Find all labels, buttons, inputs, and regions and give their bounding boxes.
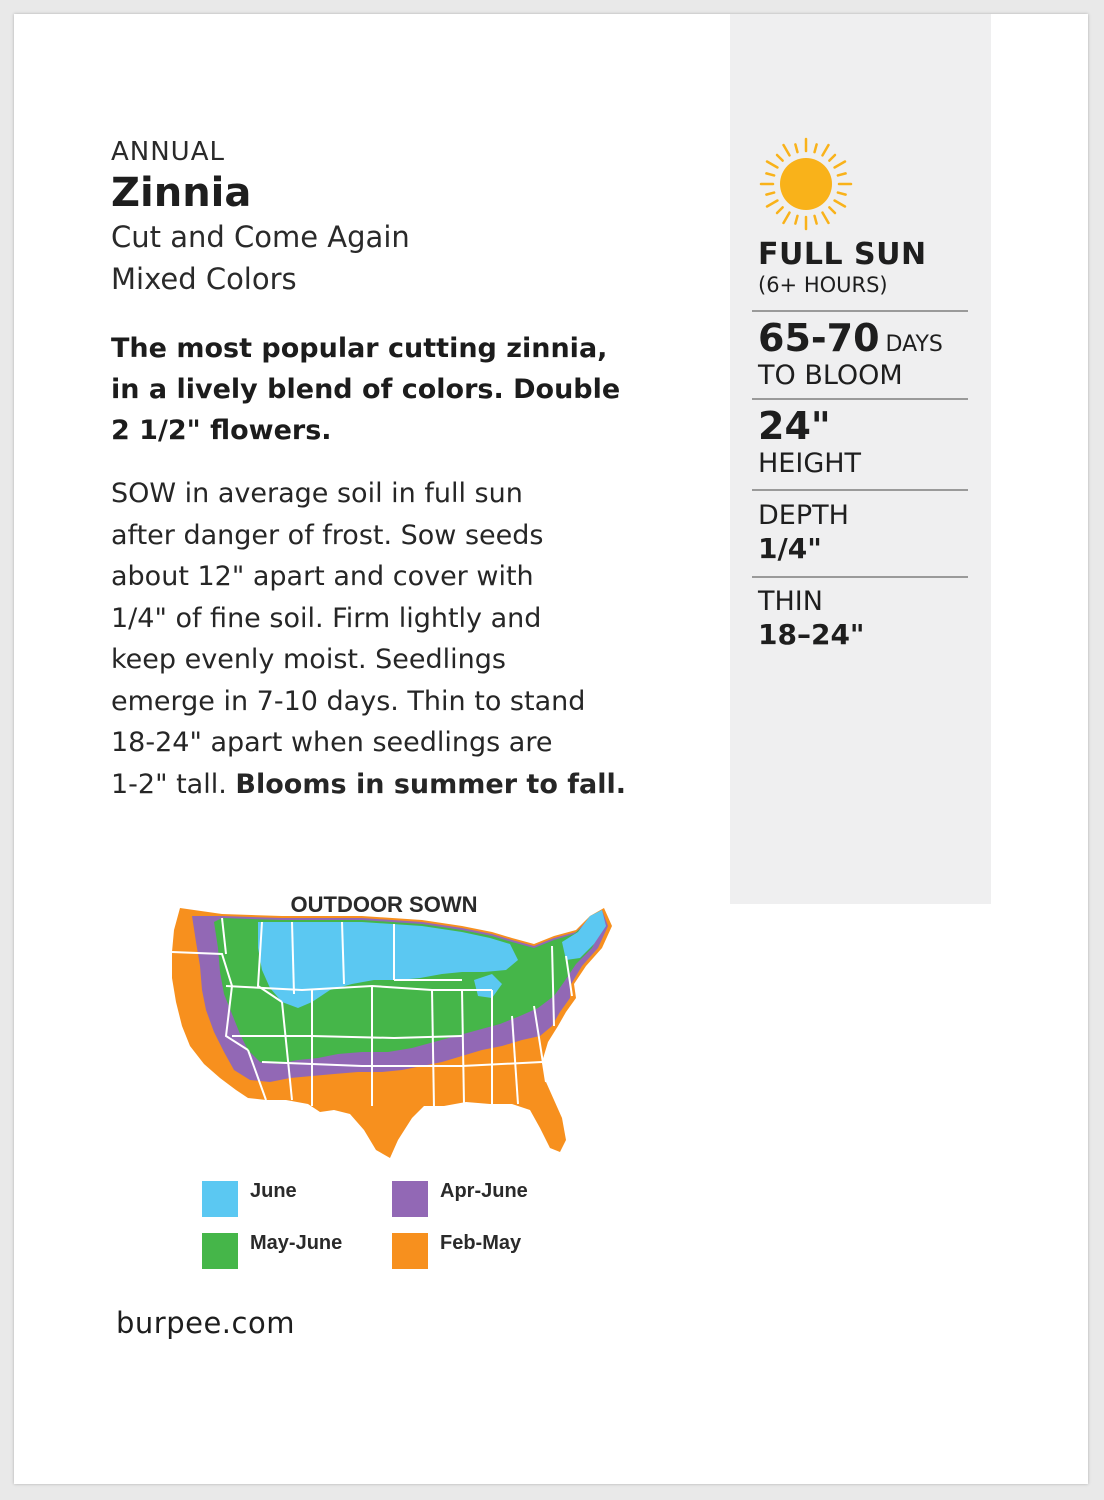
map-title: OUTDOOR SOWN — [290, 892, 478, 917]
instruction-line: SOW in average soil in full sun — [111, 478, 523, 509]
depth-label: DEPTH — [758, 500, 849, 531]
sun-ray — [777, 155, 783, 161]
instruction-line — [111, 764, 691, 806]
legend-swatch — [392, 1181, 428, 1217]
sun-ray — [823, 213, 829, 223]
product-name: Zinnia — [111, 170, 252, 216]
legend-item-apr-june — [392, 1179, 528, 1217]
sowing-zone-map — [162, 886, 622, 1186]
instruction-line: about 12" apart and cover with — [111, 561, 534, 592]
days-to-bloom — [758, 316, 968, 392]
description-line: 2 1/2" flowers. — [111, 415, 332, 446]
description-line: The most popular cutting zinnia, — [111, 333, 608, 364]
legend-label: May-June — [250, 1232, 343, 1254]
growing-specs-panel — [730, 14, 991, 904]
instruction-line: after danger of frost. Sow seeds — [111, 519, 544, 551]
divider — [752, 576, 968, 578]
description-line: in a lively blend of colors. Double — [111, 374, 621, 405]
sun-ray — [838, 173, 846, 175]
sun-ray — [815, 144, 817, 152]
sun-ray — [766, 193, 774, 195]
instruction-line: keep evenly moist. Seedlings — [111, 644, 506, 675]
sun-ray — [777, 207, 783, 213]
sun-hours: (6+ HOURS) — [758, 273, 888, 297]
instruction-line: 18-24" apart when seedlings are — [111, 727, 553, 758]
variety-name-line2: Mixed Colors — [111, 262, 297, 296]
sun-ray — [767, 162, 777, 168]
sun-ray — [795, 144, 797, 152]
sun-ray — [835, 162, 845, 168]
product-info — [111, 136, 691, 805]
map-legend — [202, 1179, 602, 1289]
thin-label: THIN — [758, 586, 823, 617]
sun-ray — [838, 193, 846, 195]
plant-category: ANNUAL — [111, 137, 225, 167]
divider — [752, 310, 968, 312]
sun-ray — [766, 173, 774, 175]
website-link[interactable]: burpee.com — [116, 1306, 295, 1340]
sun-icon — [758, 136, 854, 232]
legend-label: June — [250, 1180, 297, 1202]
variety-name-line1: Cut and Come Again — [111, 220, 410, 254]
sun-requirement — [758, 238, 968, 298]
instruction-line: 1/4" of fine soil. Firm lightly and — [111, 602, 542, 634]
legend-item-june — [202, 1179, 297, 1217]
bloom-season: Blooms in summer to fall. — [235, 768, 626, 800]
legend-swatch — [202, 1181, 238, 1217]
legend-label: Feb-May — [440, 1232, 522, 1254]
sun-ray — [784, 213, 790, 223]
thinning-spacing — [758, 586, 968, 652]
legend-item-feb-may — [392, 1231, 521, 1269]
us-map — [162, 886, 622, 1186]
sun-ray — [784, 145, 790, 155]
plant-height — [758, 404, 968, 480]
divider — [752, 489, 968, 491]
depth-value: 1/4" — [758, 532, 822, 565]
product-description — [111, 328, 691, 451]
days-value: 65-70 — [758, 316, 880, 360]
seed-packet-back — [14, 14, 1088, 1484]
days-unit: DAYS — [885, 332, 943, 357]
sowing-depth — [758, 500, 968, 566]
sun-ray — [835, 201, 845, 207]
days-label: TO BLOOM — [758, 360, 903, 391]
legend-swatch — [392, 1233, 428, 1269]
sun-ray — [829, 207, 835, 213]
sun-ray — [795, 216, 797, 224]
instruction-text: 1-2" tall. — [111, 768, 236, 800]
sun-ray — [823, 145, 829, 155]
legend-swatch — [202, 1233, 238, 1269]
sun-ray — [815, 216, 817, 224]
legend-item-may-june — [202, 1231, 342, 1269]
sowing-instructions — [111, 473, 691, 805]
divider — [752, 398, 968, 400]
height-label: HEIGHT — [758, 448, 862, 479]
thin-value: 18–24" — [758, 618, 865, 651]
legend-label: Apr-June — [440, 1180, 528, 1202]
sun-ray — [767, 201, 777, 207]
height-value: 24" — [758, 404, 831, 448]
instruction-line: emerge in 7-10 days. Thin to stand — [111, 685, 586, 717]
sun-ray — [829, 155, 835, 161]
sun-label: FULL SUN — [758, 237, 927, 272]
